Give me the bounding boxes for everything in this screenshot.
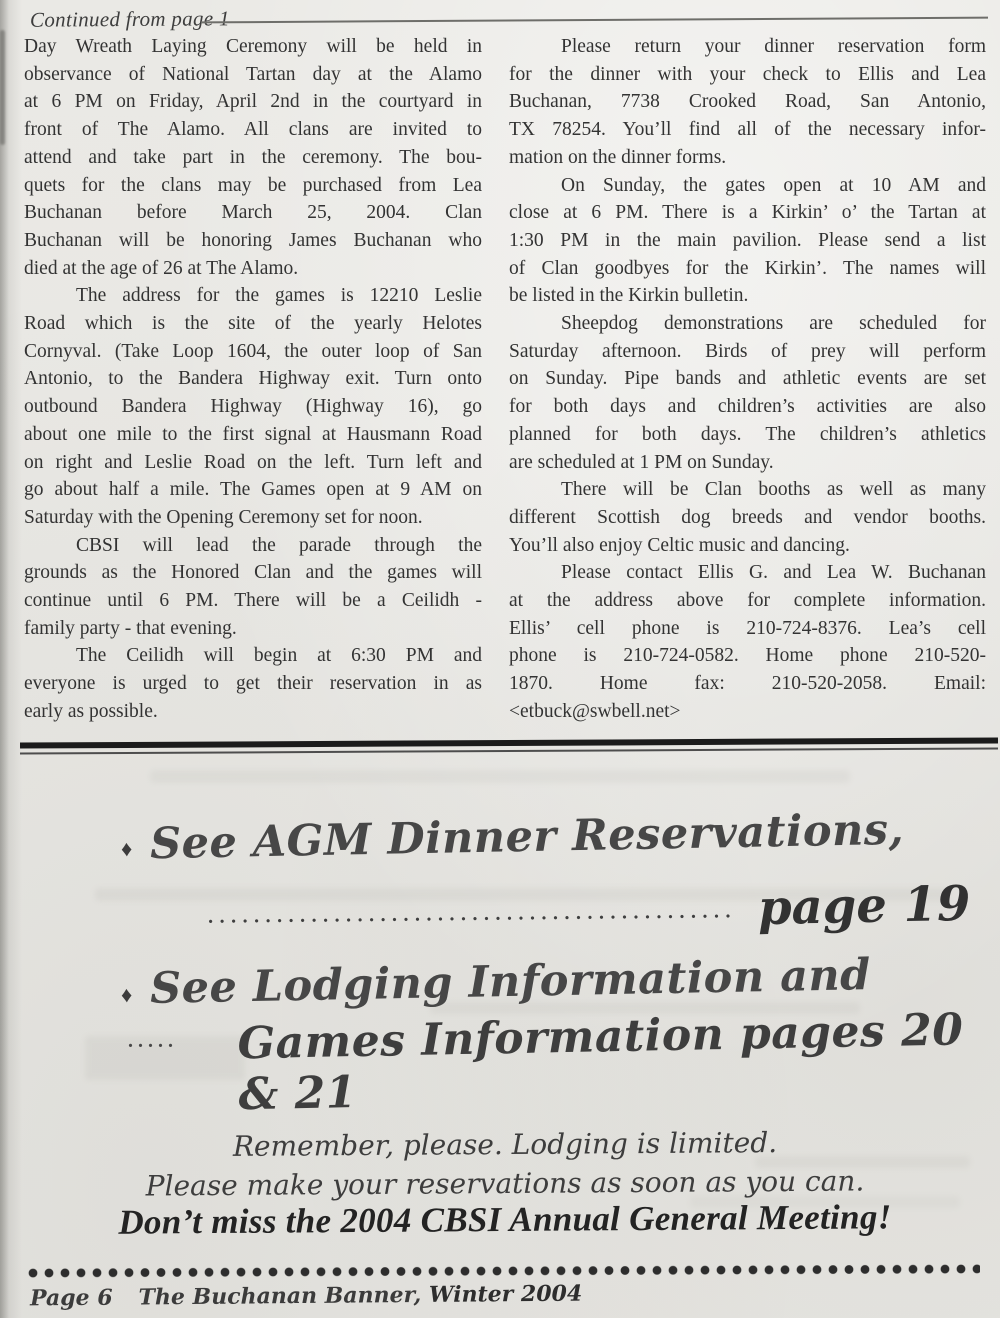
text-line: Ellis’ cell phone is 210-724-8376. Lea’s cell xyxy=(509,617,986,639)
text-line: grounds as the Honored Clan and the games will xyxy=(24,562,482,584)
bleed-through-artifact xyxy=(150,770,850,783)
text-line: Please contact Ellis G. and Lea W. Buchanan xyxy=(561,562,986,584)
divider-thick-line xyxy=(20,737,998,748)
text-line: be listed in the Kirkin bulletin. xyxy=(509,285,749,307)
text-line: of Clan goodbyes for the Kirkin’. The names will xyxy=(509,257,986,279)
text-line: about one mile to the first signal at Hausmann Road xyxy=(24,423,482,445)
continued-from-note: Continued from page 1 xyxy=(29,6,230,32)
header-rule xyxy=(201,17,988,24)
footer-page-number: Page 6 xyxy=(29,1284,113,1312)
text-line: quets for the clans may be purchased from Lea xyxy=(24,174,482,196)
text-line: outbound Bandera Highway (Highway 16), go xyxy=(24,396,482,418)
scan-corner-artifact xyxy=(0,30,5,145)
text-line: at the address above for complete information. xyxy=(509,590,986,612)
paragraph xyxy=(509,476,986,559)
footer-banner-title: The Buchanan Banner, xyxy=(138,1281,422,1311)
text-line: <etbuck@swbell.net> xyxy=(509,700,681,722)
dotted-leader: .............................................. xyxy=(207,900,738,928)
paragraph xyxy=(509,33,986,172)
paragraph xyxy=(24,532,482,643)
text-line: The Ceilidh will begin at 6:30 PM and xyxy=(76,645,482,667)
text-line: are scheduled at 1 PM on Sunday. xyxy=(509,451,774,473)
text-line: observance of National Tartan day at the Alamo xyxy=(24,63,482,85)
text-line: phone is 210-724-0582. Home phone 210-520- xyxy=(509,645,986,667)
text-line: for both days and children’s activities are also xyxy=(509,396,986,418)
text-line: front of The Alamo. All clans are invited to xyxy=(24,119,482,141)
text-line: Buchanan, 7738 Crooked Road, San Antonio, xyxy=(509,91,986,113)
dotted-divider xyxy=(28,1264,980,1279)
text-line: attend and take part in the ceremony. The bou- xyxy=(24,146,482,168)
text-line: Buchanan will be honoring James Buchanan who xyxy=(24,229,482,251)
text-line: Saturday with the Opening Ceremony set for noon. xyxy=(24,506,423,528)
text-line: Cornyval. (Take Loop 1604, the outer loop of San xyxy=(24,340,482,362)
page-footer xyxy=(30,1281,582,1312)
paragraph xyxy=(509,559,986,725)
announcement-lodging-info: See Lodging Information and xyxy=(149,950,872,1014)
closing-note-lodging-limited: Remember, please. Lodging is limited. xyxy=(232,1126,778,1163)
scan-edge-shadow xyxy=(0,0,9,1318)
announcement-games-info: Games Information pages 20 & 21 xyxy=(237,1004,964,1121)
text-line: You’ll also enjoy Celtic music and dancing. xyxy=(509,534,850,556)
diamond-bullet-icon: ♦ xyxy=(120,981,133,1008)
paragraph xyxy=(24,642,482,725)
text-line: early as possible. xyxy=(24,700,158,722)
closing-note-dont-miss-agm: Don’t miss the 2004 CBSI Annual General Meeting! xyxy=(118,1197,892,1242)
text-line: Road which is the site of the yearly Helotes xyxy=(24,313,482,335)
text-line: Antonio, to the Bandera Highway exit. Turn onto xyxy=(24,368,482,390)
text-line: Saturday afternoon. Birds of prey will perform xyxy=(509,340,986,362)
text-line: On Sunday, the gates open at 10 AM and xyxy=(561,174,986,196)
text-line: everyone is urged to get their reservation in as xyxy=(24,673,482,695)
text-line: 1:30 PM in the main pavilion. Please send a list xyxy=(509,229,986,251)
closing-note-reservations: Please make your reservations as soon as you can. xyxy=(145,1164,865,1203)
footer-season: Winter 2004 xyxy=(428,1280,583,1308)
dotted-leader-small: ..... xyxy=(128,1030,178,1052)
paragraph xyxy=(509,310,986,476)
text-line: CBSI will lead the parade through the xyxy=(76,534,482,556)
text-line: Sheepdog demonstrations are scheduled for xyxy=(561,313,986,335)
text-line: planned for both days. The children’s athletics xyxy=(509,423,986,445)
text-line: for the dinner with your check to Ellis and Lea xyxy=(509,63,986,85)
paragraph xyxy=(24,282,482,531)
text-line: 1870. Home fax: 210-520-2058. Email: xyxy=(509,673,986,695)
text-line: continue until 6 PM. There will be a Ceilidh - xyxy=(24,590,482,612)
text-line: family party - that evening. xyxy=(24,617,237,639)
diamond-bullet-icon: ♦ xyxy=(120,835,133,862)
text-line: at 6 PM on Friday, April 2nd in the courtyard in xyxy=(24,91,482,113)
text-line: TX 78254. You’ll find all of the necessary infor- xyxy=(509,119,986,141)
page-19-reference: page 19 xyxy=(757,875,971,937)
left-column xyxy=(24,33,482,726)
article-body xyxy=(24,33,986,726)
divider-thin-line xyxy=(20,747,998,754)
paragraph xyxy=(509,172,986,311)
text-line: The address for the games is 12210 Leslie xyxy=(76,285,482,307)
text-line: died at the age of 26 at The Alamo. xyxy=(24,257,299,279)
text-line: Please return your dinner reservation form xyxy=(561,36,986,57)
text-line: There will be Clan booths as well as many xyxy=(561,479,986,501)
announcement-agm-dinner: See AGM Dinner Reservations, xyxy=(149,804,905,870)
right-column xyxy=(509,33,986,726)
text-line: Buchanan before March 25, 2004. Clan xyxy=(24,202,482,224)
text-line: on right and Leslie Road on the left. Turn left and xyxy=(24,451,482,473)
section-divider-rule xyxy=(20,740,998,752)
paragraph xyxy=(24,33,482,282)
text-line: mation on the dinner forms. xyxy=(509,146,727,168)
text-line: go about half a mile. The Games open at 9 AM on xyxy=(24,479,482,501)
text-line: on Sunday. Pipe bands and athletic events are set xyxy=(509,368,986,390)
text-line: close at 6 PM. There is a Kirkin’ o’ the Tartan at xyxy=(509,202,986,224)
text-line: different Scottish dog breeds and vendor booths. xyxy=(509,506,986,528)
text-line: Day Wreath Laying Ceremony will be held in xyxy=(24,36,482,57)
